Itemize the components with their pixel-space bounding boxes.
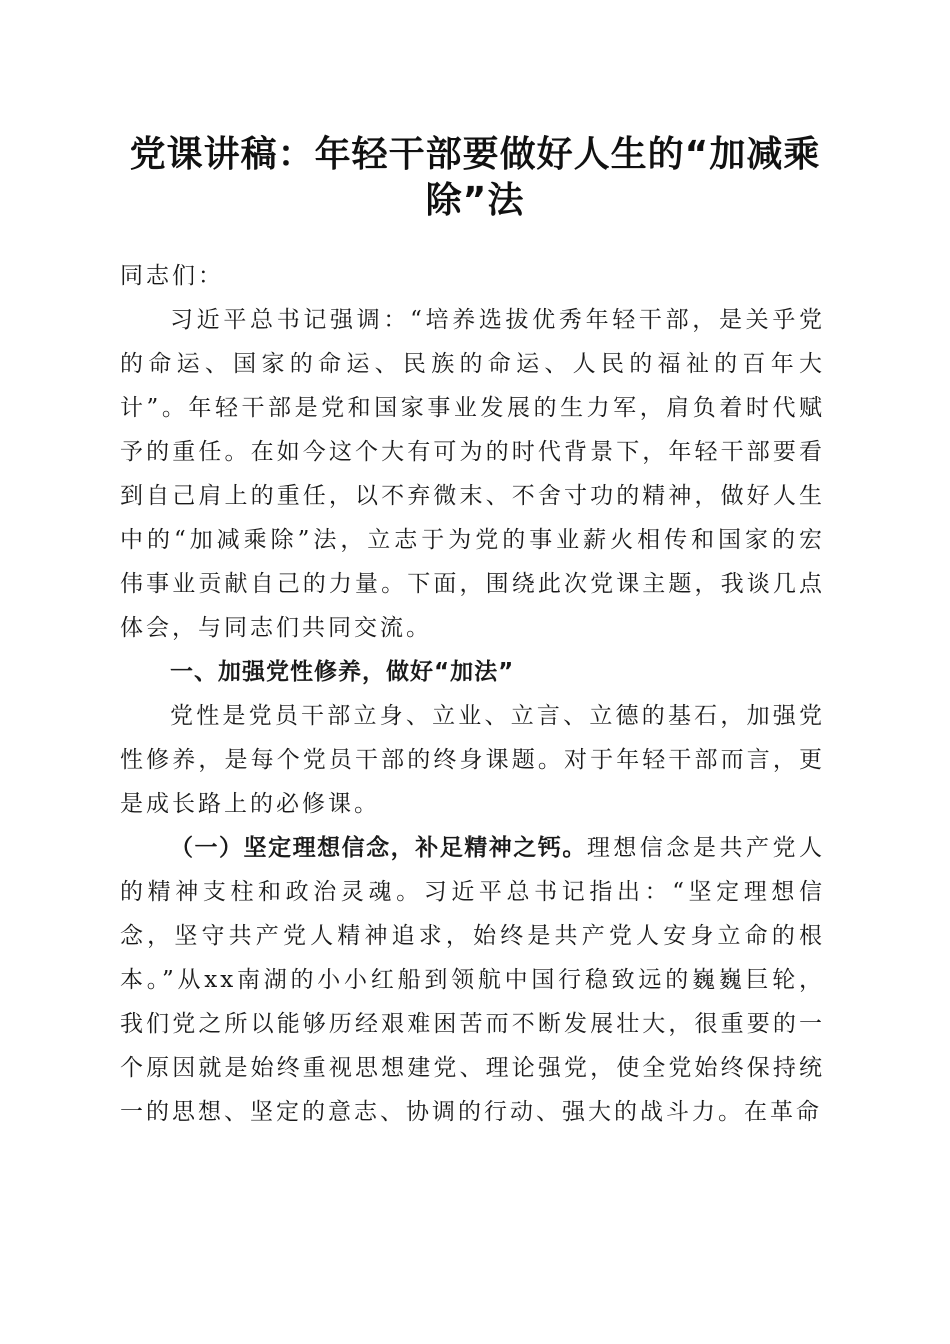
salutation: 同志们： [120, 263, 224, 289]
paragraph-party-spirit: 党性是党员干部立身、立业、立言、立德的基石，加强党性修养，是每个党员干部的终身课题。对于年轻干部而言，更是成长路上的必修课。 [120, 703, 825, 817]
section-heading-1: 一、加强党性修养，做好“加法” [170, 659, 515, 685]
title-line-2: 除”法 [425, 180, 525, 221]
paragraph-ideals [120, 826, 825, 1134]
document-title [110, 132, 840, 224]
document-body [120, 254, 825, 1134]
title-line-1: 党课讲稿：年轻干部要做好人生的“加减乘 [129, 134, 821, 175]
paragraph-ideals-body: 理想信念是共产党人的精神支柱和政治灵魂。习近平总书记指出：“坚定理想信念，坚守共产党人精神追求，始终是共产党人安身立命的根本。”从xx南湖的小小红船到领航中国行稳致远的巍巍巨轮，我们党之所以能够历经艰难困苦而不断发展壮大，很重要的一个原因就是始终重视思想建党、理论强党，使全党始终保持统一的思想、坚定的意志、协调的行动、强大的战斗力。在革命 [120, 835, 826, 1125]
paragraph-intro: 习近平总书记强调：“培养选拔优秀年轻干部，是关乎党的命运、国家的命运、民族的命运、人民的福祉的百年大计”。年轻干部是党和国家事业发展的生力军，肩负着时代赋予的重任。在如今这个大有可为的时代背景下，年轻干部要看到自己肩上的重任，以不弃微末、不舍寸功的精神，做好人生中的“加减乘除”法，立志于为党的事业薪火相传和国家的宏伟事业贡献自己的力量。下面，围绕此次党课主题，我谈几点体会，与同志们共同交流。 [120, 307, 825, 641]
subsection-lead: （一）坚定理想信念，补足精神之钙。 [170, 835, 587, 861]
